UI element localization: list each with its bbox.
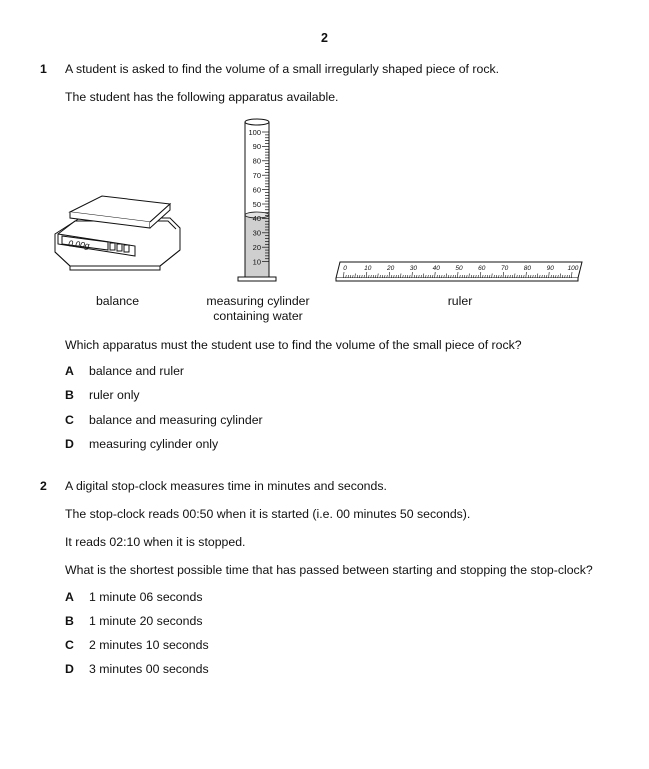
balance-illustration [55,196,180,270]
caption-balance: balance [95,294,140,308]
question-1-stem: A student is asked to find the volume of a small irregularly shaped piece of rock. [65,62,500,76]
cylinder-scale-label: 20 [252,243,261,252]
ruler-scale-label: 30 [409,265,418,272]
cylinder-scale-label: 60 [252,185,261,195]
page-number: 2 [321,31,328,45]
cylinder-scale-label: 40 [252,214,261,224]
question-2-line-2: The stop-clock reads 00:50 when it is started (i.e. 00 minutes 50 seconds). [65,507,471,521]
question-2-number: 2 [40,479,47,493]
q2-option-a-text: 1 minute 06 seconds [89,590,203,604]
ruler-scale-label: 70 [500,265,509,272]
q2-option-d-text: 3 minutes 00 seconds [89,662,209,676]
q2-option-a-letter: A [65,590,74,604]
question-2-line-3: It reads 02:10 when it is stopped. [65,535,246,549]
q2-option-d-letter: D [65,662,74,676]
cylinder-scale-label: 50 [252,199,261,209]
caption-ruler: ruler [447,294,473,308]
ruler-scale-label: 10 [364,265,372,272]
question-1-intro: The student has the following apparatus available. [65,90,339,104]
q1-option-d-text: measuring cylinder only [89,437,219,451]
cylinder-scale-label: 100 [248,127,261,137]
cylinder-scale-label: 30 [252,228,261,238]
question-1-number: 1 [40,62,47,76]
ruler-scale-label: 20 [386,265,395,272]
ruler-scale-label: 80 [523,265,532,272]
question-2-prompt: What is the shortest possible time that has passed between starting and stopping the stop-clock? [65,563,593,577]
cylinder-scale-label: 70 [252,171,261,180]
q2-option-b-letter: B [65,614,74,628]
q1-option-c-letter: C [65,413,74,427]
balance-display-reading: 0.00g [67,238,91,251]
ruler-scale-label: 40 [432,265,440,272]
q1-option-b-text: ruler only [89,388,140,402]
apparatus-figure [0,110,649,290]
q1-option-c-text: balance and measuring cylinder [89,413,263,427]
cylinder-scale-label: 80 [252,156,261,166]
ruler-scale-label: 0 [343,265,347,272]
cylinder-scale-label: 90 [252,142,261,152]
caption-cylinder-line-2: containing water [213,309,303,323]
q1-option-d-letter: D [65,437,74,451]
ruler-scale-label: 90 [546,265,554,272]
q2-option-c-text: 2 minutes 10 seconds [89,638,209,652]
q1-option-a-text: balance and ruler [89,364,185,378]
ruler-scale-label: 60 [478,265,486,272]
cylinder-scale-label: 10 [252,257,261,267]
question-2-stem: A digital stop-clock measures time in minutes and seconds. [65,479,387,493]
q2-option-c-letter: C [65,638,74,652]
ruler-scale-label: 100 [567,265,579,272]
question-1-prompt: Which apparatus must the student use to find the volume of the small piece of rock? [65,338,522,352]
caption-cylinder-line-1: measuring cylinder [206,294,310,308]
ruler-scale-label: 50 [455,265,463,272]
q1-option-b-letter: B [65,388,74,402]
q2-option-b-text: 1 minute 20 seconds [89,614,203,628]
q1-option-a-letter: A [65,364,74,378]
